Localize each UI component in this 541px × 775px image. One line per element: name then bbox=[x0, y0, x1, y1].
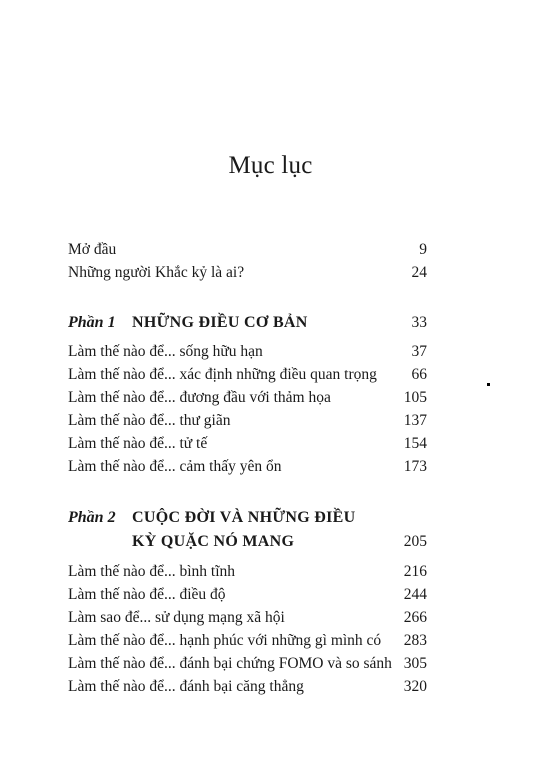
toc-entry-page: 266 bbox=[403, 609, 427, 626]
toc-entry[interactable] bbox=[68, 433, 427, 455]
toc-entry[interactable] bbox=[68, 364, 427, 386]
part-2-page: 205 bbox=[403, 533, 427, 550]
part-2-title-line-2: KỲ QUẶC NÓ MANG bbox=[132, 533, 295, 550]
toc-entry[interactable] bbox=[68, 676, 427, 698]
part-2-title-line-1: CUỘC ĐỜI VÀ NHỮNG ĐIỀU bbox=[132, 509, 356, 526]
toc-entry-label: Làm thế nào để... đánh bại căng thẳng bbox=[68, 678, 304, 695]
toc-entry[interactable] bbox=[68, 262, 427, 284]
toc-entry-label: Mở đầu bbox=[68, 241, 117, 258]
toc-entry-page: 24 bbox=[411, 264, 427, 281]
toc-entry-page: 37 bbox=[411, 343, 427, 360]
toc-entry[interactable] bbox=[68, 410, 427, 432]
toc-entry-label: Làm thế nào để... bình tĩnh bbox=[68, 563, 236, 580]
toc-entry-page: 244 bbox=[403, 586, 427, 603]
toc-entry-page: 9 bbox=[419, 241, 427, 258]
toc-entry-label: Làm thế nào để... đương đầu với thảm họa bbox=[68, 389, 331, 406]
part-1-heading[interactable] bbox=[68, 311, 427, 335]
toc-entry[interactable] bbox=[68, 456, 427, 478]
part-2-heading[interactable] bbox=[68, 506, 427, 554]
toc-entry-label: Làm thế nào để... sống hữu hạn bbox=[68, 343, 263, 360]
toc-entry-label: Những người Khắc kỷ là ai? bbox=[68, 264, 245, 281]
toc-entry[interactable] bbox=[68, 239, 427, 261]
toc-entry[interactable] bbox=[68, 584, 427, 606]
toc-entry[interactable] bbox=[68, 341, 427, 363]
toc-entry-page: 66 bbox=[411, 366, 427, 383]
toc-entry-page: 216 bbox=[403, 563, 427, 580]
part-2-label: Phần 2 bbox=[68, 509, 116, 526]
stray-dot-mark bbox=[487, 383, 490, 386]
page-title: Mục lục bbox=[228, 152, 313, 179]
toc-entry-page: 137 bbox=[403, 412, 427, 429]
toc-entry-label: Làm thế nào để... hạnh phúc với những gì mình có bbox=[68, 632, 382, 649]
part-1-label: Phần 1 bbox=[68, 314, 116, 331]
toc-entry[interactable] bbox=[68, 387, 427, 409]
part-1-title: NHỮNG ĐIỀU CƠ BẢN bbox=[132, 314, 308, 331]
toc-entry[interactable] bbox=[68, 653, 427, 675]
toc-entry-label: Làm thế nào để... thư giãn bbox=[68, 412, 231, 429]
toc-entry[interactable] bbox=[68, 561, 427, 583]
toc-entry-label: Làm thế nào để... điều độ bbox=[68, 586, 226, 603]
toc-entry-label: Làm sao để... sử dụng mạng xã hội bbox=[68, 609, 285, 626]
toc-entry-label: Làm thế nào để... đánh bại chứng FOMO và so sánh bbox=[68, 655, 392, 672]
toc-entry[interactable] bbox=[68, 607, 427, 629]
toc-entry-label: Làm thế nào để... xác định những điều quan trọng bbox=[68, 366, 377, 383]
toc-entry-page: 154 bbox=[403, 435, 427, 452]
toc-entry-page: 305 bbox=[403, 655, 427, 672]
toc-entry-label: Làm thế nào để... cảm thấy yên ổn bbox=[68, 458, 282, 475]
toc-entry-page: 320 bbox=[403, 678, 427, 695]
toc-entry-page: 173 bbox=[403, 458, 427, 475]
part-1-page: 33 bbox=[411, 314, 427, 331]
toc-entry-label: Làm thế nào để... tử tế bbox=[68, 435, 208, 452]
toc-entry-page: 283 bbox=[403, 632, 427, 649]
toc-entry-page: 105 bbox=[403, 389, 427, 406]
toc-entry[interactable] bbox=[68, 630, 427, 652]
